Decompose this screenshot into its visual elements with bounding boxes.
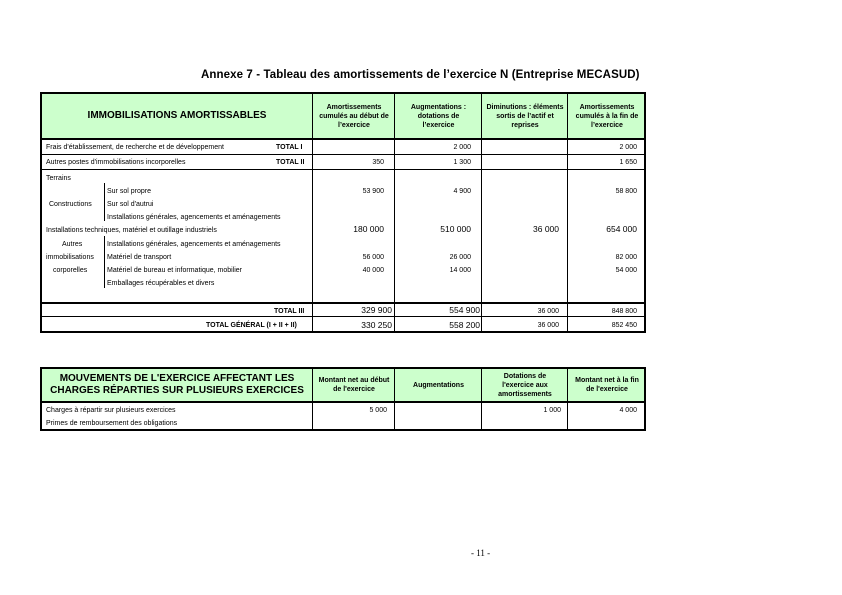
row-autres-total: TOTAL II <box>276 159 305 166</box>
sur-sol-propre-c2: 4 900 <box>453 188 471 195</box>
autres-immo-line1: Autres <box>62 241 83 248</box>
col-divider <box>394 368 395 430</box>
install-tech-c3: 36 000 <box>533 224 559 234</box>
install-tech-c2: 510 000 <box>440 224 471 234</box>
bureau-c2: 14 000 <box>449 267 471 274</box>
sur-sol-propre-c1: 53 900 <box>362 188 384 195</box>
install-tech-c4: 654 000 <box>606 224 637 234</box>
charges-repartir-c1: 5 000 <box>369 407 387 414</box>
autres-immo-line2: immobilisations <box>46 254 94 261</box>
install-generales-2-label: Installations générales, agencements et aménagements <box>107 241 281 248</box>
sur-sol-autrui-label: Sur sol d'autrui <box>107 201 154 208</box>
row-frais-total: TOTAL I <box>276 144 303 151</box>
col-divider <box>567 368 568 430</box>
row-divider <box>41 138 645 140</box>
constructions-bracket <box>104 183 105 221</box>
row-frais-c2: 2 000 <box>453 144 471 151</box>
col-divider <box>567 93 568 332</box>
col-divider <box>312 93 313 332</box>
header-immobilisations: IMMOBILISATIONS AMORTISSABLES <box>87 110 267 121</box>
primes-remboursement-label: Primes de remboursement des obligations <box>46 420 178 427</box>
charges-repartir-label: Charges à répartir sur plusieurs exercices <box>46 407 176 414</box>
row-frais-c4: 2 000 <box>619 144 637 151</box>
col-divider <box>394 93 395 332</box>
total-general-c1: 330 250 <box>361 320 392 330</box>
header-mouvements: MOUVEMENTS DE L'EXERCICE AFFECTANT LES CHARGES RÉPARTIES SUR PLUSIEURS EXERCICES <box>50 373 304 396</box>
total-general-c2: 558 200 <box>449 320 480 330</box>
header-augmentations: Augmentations : dotations de l’exercice <box>410 103 467 129</box>
col-divider <box>481 368 482 430</box>
transport-c2: 26 000 <box>449 254 471 261</box>
total-general-label: TOTAL GÉNÉRAL (I + II + II) <box>206 322 297 329</box>
header-amort-fin: Amortissements cumulés à la fin de l’exercice <box>575 103 639 129</box>
install-techniques-label: Installations techniques, matériel et outillage industriels <box>46 227 217 234</box>
bureau-c1: 40 000 <box>362 267 384 274</box>
sur-sol-propre-c4: 58 800 <box>615 188 637 195</box>
transport-c4: 82 000 <box>615 254 637 261</box>
total-iii-c2: 554 900 <box>449 305 480 315</box>
row-divider <box>41 401 645 403</box>
materiel-bureau-label: Matériel de bureau et informatique, mobilier <box>107 267 243 274</box>
row-divider <box>41 302 645 304</box>
autres-bracket <box>104 236 105 288</box>
terrains-label: Terrains <box>46 175 71 182</box>
sur-sol-propre-label: Sur sol propre <box>107 188 151 195</box>
install-tech-c1: 180 000 <box>353 224 384 234</box>
row-autres-label: Autres postes d'immobilisations incorporelles <box>46 159 186 166</box>
header-montant-fin: Montant net à la fin de l'exercice <box>575 377 639 393</box>
page-number: - 11 - <box>471 548 491 558</box>
header-montant-debut: Montant net au début de l'exercice <box>318 377 390 393</box>
total-iii-c4: 848 800 <box>611 308 637 315</box>
total-iii-c3: 36 000 <box>537 308 559 315</box>
row-divider <box>41 316 645 317</box>
transport-c1: 56 000 <box>362 254 384 261</box>
total-general-c3: 36 000 <box>537 322 559 329</box>
total-iii-label: TOTAL III <box>274 308 305 315</box>
total-iii-c1: 329 900 <box>361 305 392 315</box>
charges-repartir-c4: 4 000 <box>619 407 637 414</box>
charges-repartir-c3: 1 000 <box>543 407 561 414</box>
materiel-transport-label: Matériel de transport <box>107 254 172 261</box>
col-divider <box>312 368 313 430</box>
bureau-c4: 54 000 <box>615 267 637 274</box>
row-frais-label: Frais d'établissement, de recherche et de développement <box>46 144 224 151</box>
autres-immo-line3: corporelles <box>53 267 88 274</box>
constructions-label: Constructions <box>49 201 92 208</box>
total-general-c4: 852 450 <box>611 322 637 329</box>
header-dotations: Dotations de l'exercice aux amortissements <box>498 372 552 398</box>
header-amort-debut: Amortissements cumulés au début de l’exercice <box>319 103 389 129</box>
row-autres-c1: 350 <box>372 159 384 166</box>
emballages-label: Emballages récupérables et divers <box>107 280 215 287</box>
row-divider <box>41 154 645 155</box>
install-generales-1-label: Installations générales, agencements et aménagements <box>107 214 281 221</box>
col-divider <box>481 93 482 332</box>
row-autres-c4: 1 650 <box>619 159 637 166</box>
row-autres-c2: 1 300 <box>453 159 471 166</box>
document-title: Annexe 7 - Tableau des amortissements de l’exercice N (Entreprise MECASUD) <box>201 69 640 81</box>
header-augmentations-2: Augmentations <box>413 381 464 389</box>
header-diminutions: Diminutions : éléments sortis de l’actif et reprises <box>486 103 564 129</box>
row-divider <box>41 169 645 170</box>
